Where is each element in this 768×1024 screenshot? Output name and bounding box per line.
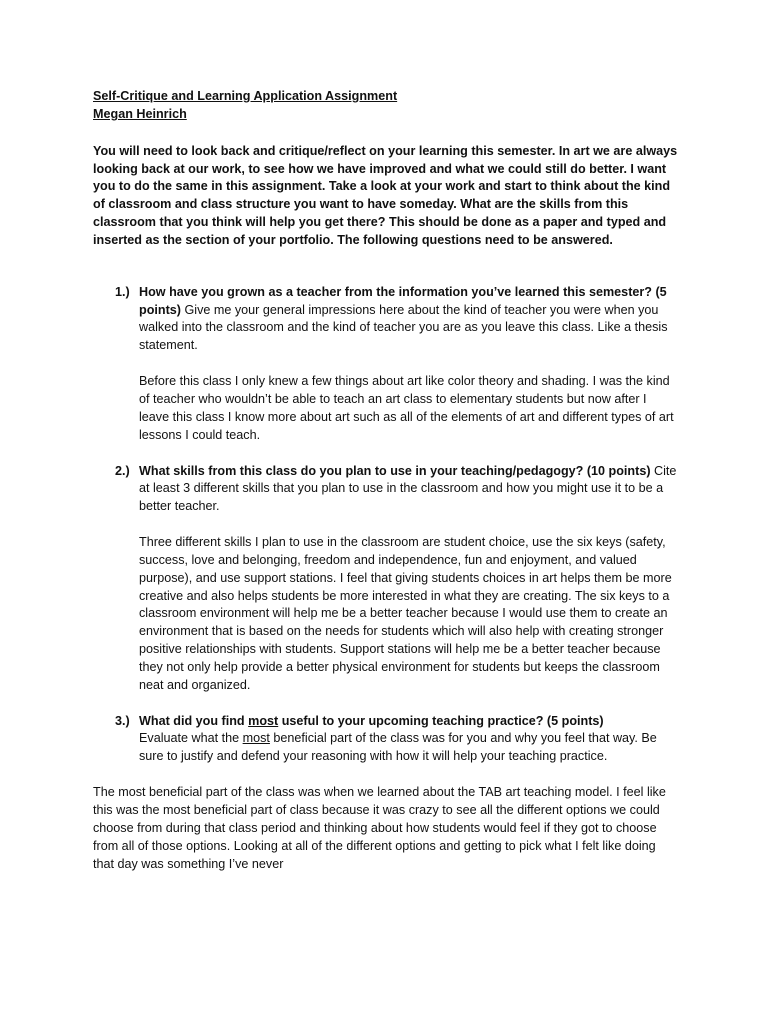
answer-paragraph: Three different skills I plan to use in the classroom are student choice, use the six keys (safety, success, love and belonging, freedom and independence, fun and enjoyment, and valued purpose), and use support stations. I feel that giving students choices in art helps them be more creative and also helps students be more interested in what they are creating. The six keys to a classroom environment will help me be a better teacher because I would use them to create an environment that is based on the needs for students which will also help with creating stronger positive relationships with students. Support stations will help me be a better teacher because they not only help provide a better physical environment for students but keeps the classroom neat and organized. <box>139 535 672 692</box>
document-body <box>93 88 679 873</box>
question-number: 2.) <box>115 463 130 478</box>
assignment-title: Self-Critique and Learning Application Assignment <box>93 89 398 103</box>
question-instructions: Give me your general impressions here about the kind of teacher you were when you walked into the classroom and the kind of teacher you are as you leave this class. Like a thesis statement. <box>139 302 668 353</box>
underlined-word: most <box>242 731 270 746</box>
question-item-2 <box>93 463 679 695</box>
question-bold-part: What did you find <box>139 713 249 728</box>
question-instructions-part: Evaluate what the <box>139 731 243 746</box>
question-instructions <box>139 730 679 766</box>
question-bold-text: How have you grown as a teacher from the information you’ve learned this semester? (5 points) <box>139 284 667 317</box>
question-bold-text <box>139 713 679 731</box>
question-number: 1.) <box>115 284 130 299</box>
underlined-word: most <box>248 713 279 728</box>
question-number: 3.) <box>115 713 130 728</box>
question-item-1 <box>93 284 679 445</box>
author-name: Megan Heinrich <box>93 106 187 121</box>
question-item-3 <box>93 713 679 767</box>
intro-paragraph: You will need to look back and critique/reflect on your learning this semester. In art we are always looking back at our work, to see how we have improved and what we could still do better. I want you to do the same in this assignment. Take a look at your work and start to think about the kind of classroom and class structure you want to have someday. What are the skills from this classroom that you think will help you get there? This should be done as a paper and typed and inserted as the section of your portfolio. The following questions need to be answered. <box>93 143 678 247</box>
question-list <box>93 284 679 766</box>
question-bold-text: What skills from this class do you plan to use in your teaching/pedagogy? (10 points) <box>139 463 651 478</box>
answer-paragraph-3: The most beneficial part of the class was when we learned about the TAB art teaching model. I feel like this was the most beneficial part of class because it was crazy to see all the different options we could choose from during that class period and thinking about how students would feel if they got to choose from all of those options. Looking at all of the different options and getting to pick what I felt like doing that day was something I’ve never <box>93 785 666 871</box>
question-bold-part: useful to your upcoming teaching practice? (5 points) <box>278 713 604 728</box>
answer-paragraph: Before this class I only knew a few things about art like color theory and shading. I was the kind of teacher who wouldn’t be able to teach an art class to elementary students but now after I leave this class I know more about art such as all of the elements of art and different types of art lessons I could teach. <box>139 374 674 442</box>
question-instructions: Cite at least 3 different skills that you plan to use in the classroom and how you might use it to be a better teacher. <box>139 463 677 514</box>
question-instructions-part: beneficial part of the class was for you and why you feel that way. Be sure to justify and defend your reasoning with how it will help your teaching practice. <box>139 731 657 764</box>
question-prompt <box>139 284 679 355</box>
question-prompt <box>139 463 679 517</box>
